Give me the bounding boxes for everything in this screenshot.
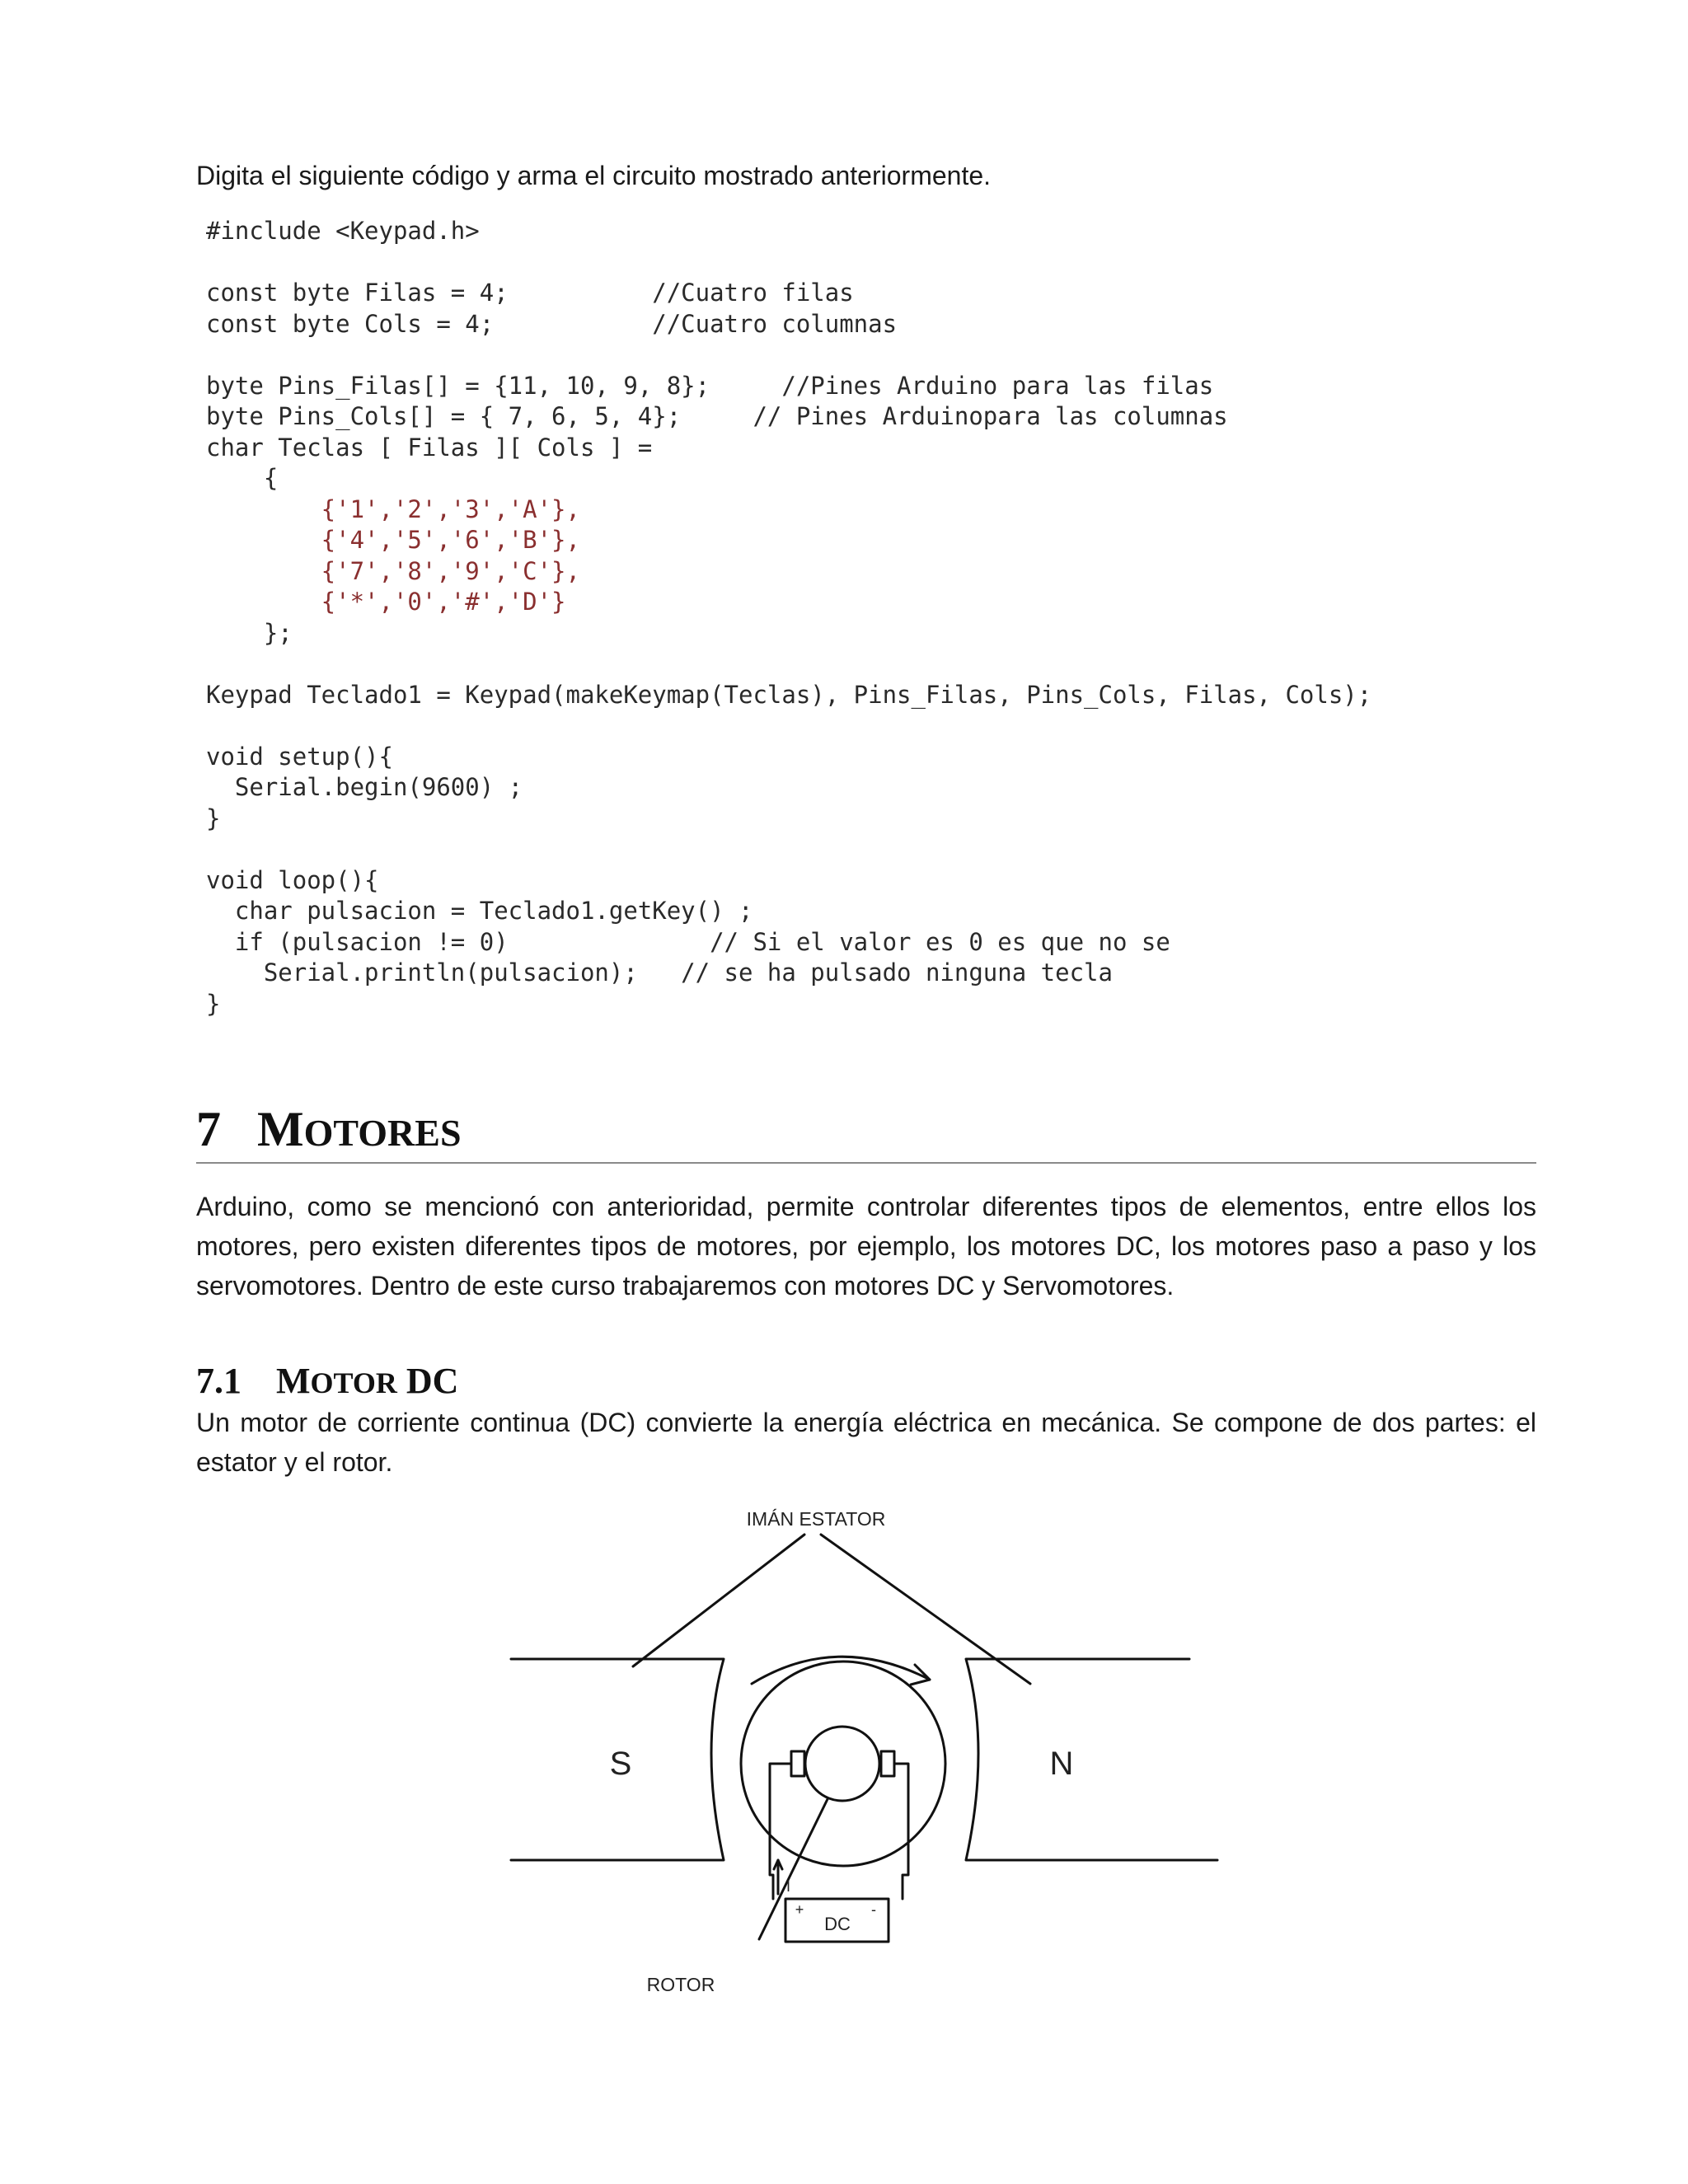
- code-line: char pulsacion = Teclado1.getKey() ;: [206, 897, 753, 925]
- brush-right: [881, 1751, 894, 1776]
- stator-leader-left: [633, 1535, 804, 1666]
- current-label: I: [786, 1878, 791, 1895]
- section-paragraph: Arduino, como se mencionó con anterioridad, permite controlar diferentes tipos de elementos, entre ellos los motores, pero existen diferentes tipos de motores, por ejemplo, los motores DC, los motores paso a paso y los servomotores. Dentro de este curso trabajaremos con motores DC y Servomotores.: [196, 1192, 1536, 1301]
- code-line: if (pulsacion != 0) // Si el valor es 0 es que no se: [206, 927, 1170, 956]
- code-line: byte Pins_Filas[] = {11, 10, 9, 8}; //Pines Arduino para las filas: [206, 371, 1214, 400]
- code-line: [206, 649, 1372, 680]
- code-line: Keypad Teclado1 = Keypad(makeKeymap(Teclas), Pins_Filas, Pins_Cols, Filas, Cols);: [206, 680, 1372, 709]
- stator-label: IMÁN ESTATOR: [746, 1508, 886, 1530]
- circuit-wire-right: [894, 1764, 908, 1899]
- code-line: [206, 247, 1372, 279]
- code-line: [206, 710, 1372, 742]
- code-line: byte Pins_Cols[] = { 7, 6, 5, 4}; // Pines Arduinopara las columnas: [206, 402, 1228, 430]
- dc-motor-diagram: [495, 1500, 1236, 2011]
- code-block: [206, 216, 1372, 1019]
- code-line: {'7','8','9','C'},: [206, 556, 580, 585]
- code-line: void loop(){: [206, 865, 379, 894]
- subsection-title-mid: OTOR: [310, 1366, 397, 1399]
- code-line: Serial.println(pulsacion); // se ha pulsado ninguna tecla: [206, 958, 1113, 987]
- code-line: {'4','5','6','B'},: [206, 526, 580, 554]
- dc-label: DC: [824, 1914, 851, 1934]
- code-line: const byte Cols = 4; //Cuatro columnas: [206, 309, 898, 338]
- plus-label: +: [795, 1901, 804, 1918]
- intro-text: Digita el siguiente código y arma el circuito mostrado anteriormente.: [196, 161, 992, 190]
- code-line: {'1','2','3','A'},: [206, 494, 580, 523]
- code-line: };: [206, 618, 293, 647]
- code-line: void setup(){: [206, 742, 393, 771]
- code-line: }: [206, 989, 221, 1018]
- subsection-paragraph: Un motor de corriente continua (DC) convierte la energía eléctrica en mecánica. Se compone de dos partes: el estator y el rotor.: [196, 1408, 1536, 1477]
- section-title-rest: OTORES: [303, 1112, 462, 1154]
- stator-right-magnet: [966, 1659, 1217, 1860]
- subsection-title-initial: M: [276, 1361, 311, 1401]
- code-line: [206, 340, 1372, 371]
- code-line: {: [206, 464, 279, 492]
- south-pole-label: S: [609, 1746, 632, 1782]
- brush-left: [791, 1751, 804, 1776]
- commutator-circle: [805, 1727, 879, 1801]
- dc-motor-svg: [495, 1500, 1236, 2011]
- code-line: [206, 834, 1372, 865]
- subsection-title-last: DC: [396, 1361, 459, 1401]
- code-line: Serial.begin(9600) ;: [206, 773, 523, 801]
- code-line: {'*','0','#','D'}: [206, 588, 566, 616]
- rotor-label: ROTOR: [646, 1974, 715, 1995]
- north-pole-label: N: [1049, 1746, 1074, 1782]
- code-line: #include <Keypad.h>: [206, 217, 480, 245]
- subsection-number: 7.1: [196, 1361, 241, 1401]
- section-heading: [196, 1096, 1536, 1164]
- section-number: 7: [196, 1102, 221, 1156]
- minus-label: -: [871, 1901, 876, 1918]
- subsection-heading: [196, 1358, 458, 1406]
- code-line: char Teclas [ Filas ][ Cols ] =: [206, 433, 653, 462]
- section-title-initial: M: [257, 1102, 304, 1156]
- code-line: }: [206, 804, 221, 832]
- code-line: const byte Filas = 4; //Cuatro filas: [206, 279, 854, 307]
